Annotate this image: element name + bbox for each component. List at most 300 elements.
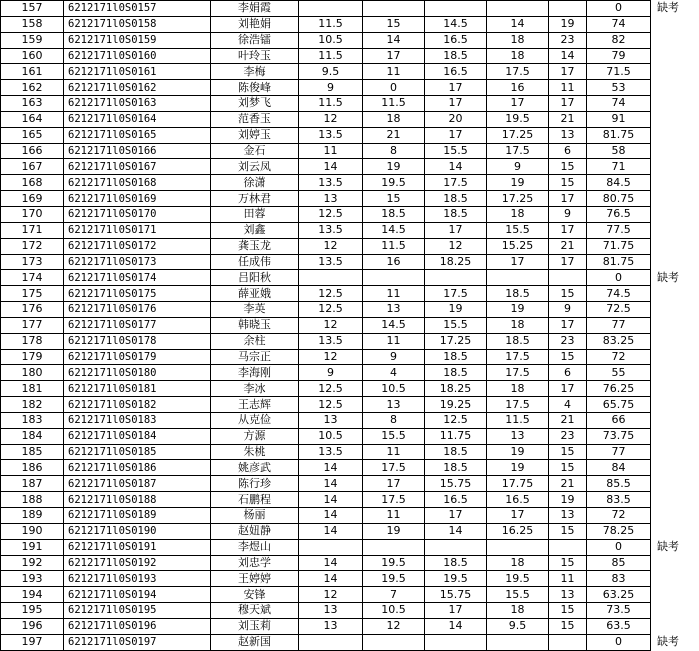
score4-cell: 19 bbox=[487, 460, 549, 476]
score5-cell: 15 bbox=[549, 603, 587, 619]
score1-cell: 12 bbox=[299, 238, 363, 254]
table-row bbox=[1, 270, 699, 286]
student-id-cell: 6212171l0S0161 bbox=[64, 64, 211, 80]
score1-cell: 11 bbox=[299, 143, 363, 159]
total-cell: 76.25 bbox=[587, 381, 651, 397]
score2-cell: 19 bbox=[363, 523, 425, 539]
score1-cell: 14 bbox=[299, 460, 363, 476]
table-row bbox=[1, 222, 699, 238]
score3-cell: 18.25 bbox=[425, 381, 487, 397]
table-row bbox=[1, 143, 699, 159]
note-cell bbox=[651, 476, 699, 492]
total-cell: 77 bbox=[587, 317, 651, 333]
table-row bbox=[1, 111, 699, 127]
total-cell: 85.5 bbox=[587, 476, 651, 492]
score2-cell: 12 bbox=[363, 618, 425, 634]
score5-cell: 19 bbox=[549, 16, 587, 32]
score3-cell: 16.5 bbox=[425, 492, 487, 508]
score1-cell: 13.5 bbox=[299, 333, 363, 349]
seq-cell: 180 bbox=[1, 365, 64, 381]
table-row bbox=[1, 460, 699, 476]
table-row bbox=[1, 571, 699, 587]
score1-cell: 11.5 bbox=[299, 16, 363, 32]
score1-cell: 13 bbox=[299, 603, 363, 619]
total-cell: 91 bbox=[587, 111, 651, 127]
total-cell: 63.5 bbox=[587, 618, 651, 634]
score2-cell: 11 bbox=[363, 508, 425, 524]
student-name-cell: 金石 bbox=[211, 143, 299, 159]
score5-cell: 14 bbox=[549, 48, 587, 64]
total-cell: 84 bbox=[587, 460, 651, 476]
table-row bbox=[1, 238, 699, 254]
score5-cell bbox=[549, 539, 587, 555]
student-id-cell: 6212171l0S0160 bbox=[64, 48, 211, 64]
total-cell: 0 bbox=[587, 1, 651, 17]
score2-cell: 14.5 bbox=[363, 317, 425, 333]
total-cell: 71.5 bbox=[587, 64, 651, 80]
note-cell bbox=[651, 492, 699, 508]
score1-cell: 9.5 bbox=[299, 64, 363, 80]
score2-cell: 14.5 bbox=[363, 222, 425, 238]
score4-cell: 16.5 bbox=[487, 492, 549, 508]
student-id-cell: 6212171l0S0166 bbox=[64, 143, 211, 159]
total-cell: 83.25 bbox=[587, 333, 651, 349]
score2-cell: 19 bbox=[363, 159, 425, 175]
student-name-cell: 刘鑫 bbox=[211, 222, 299, 238]
note-cell bbox=[651, 460, 699, 476]
score1-cell: 14 bbox=[299, 159, 363, 175]
seq-cell: 179 bbox=[1, 349, 64, 365]
student-id-cell: 6212171l0S0162 bbox=[64, 80, 211, 96]
seq-cell: 168 bbox=[1, 175, 64, 191]
score5-cell: 4 bbox=[549, 397, 587, 413]
student-name-cell: 刘婷玉 bbox=[211, 127, 299, 143]
score4-cell: 17 bbox=[487, 254, 549, 270]
seq-cell: 162 bbox=[1, 80, 64, 96]
total-cell: 71 bbox=[587, 159, 651, 175]
score5-cell: 15 bbox=[549, 159, 587, 175]
score2-cell: 8 bbox=[363, 143, 425, 159]
score3-cell: 17 bbox=[425, 80, 487, 96]
score1-cell: 13 bbox=[299, 618, 363, 634]
score2-cell: 11 bbox=[363, 333, 425, 349]
note-cell bbox=[651, 32, 699, 48]
total-cell: 0 bbox=[587, 539, 651, 555]
score2-cell: 15 bbox=[363, 16, 425, 32]
student-id-cell: 6212171l0S0178 bbox=[64, 333, 211, 349]
note-cell bbox=[651, 286, 699, 302]
score3-cell: 14 bbox=[425, 159, 487, 175]
score2-cell: 9 bbox=[363, 349, 425, 365]
student-name-cell: 徐潇 bbox=[211, 175, 299, 191]
score5-cell: 17 bbox=[549, 381, 587, 397]
student-name-cell: 李梅 bbox=[211, 64, 299, 80]
score5-cell: 9 bbox=[549, 206, 587, 222]
score5-cell: 21 bbox=[549, 111, 587, 127]
score3-cell: 18.5 bbox=[425, 555, 487, 571]
note-cell bbox=[651, 618, 699, 634]
total-cell: 73.5 bbox=[587, 603, 651, 619]
total-cell: 77 bbox=[587, 444, 651, 460]
note-cell bbox=[651, 222, 699, 238]
score4-cell: 15.25 bbox=[487, 238, 549, 254]
score2-cell: 19.5 bbox=[363, 555, 425, 571]
total-cell: 77.5 bbox=[587, 222, 651, 238]
student-id-cell: 6212171l0S0195 bbox=[64, 603, 211, 619]
score1-cell: 12.5 bbox=[299, 381, 363, 397]
student-name-cell: 刘云凤 bbox=[211, 159, 299, 175]
score2-cell: 15.5 bbox=[363, 428, 425, 444]
score4-cell: 18 bbox=[487, 48, 549, 64]
score5-cell: 11 bbox=[549, 571, 587, 587]
score1-cell: 9 bbox=[299, 365, 363, 381]
seq-cell: 182 bbox=[1, 397, 64, 413]
score5-cell: 15 bbox=[549, 444, 587, 460]
note-cell bbox=[651, 587, 699, 603]
score2-cell: 18 bbox=[363, 111, 425, 127]
student-id-cell: 6212171l0S0181 bbox=[64, 381, 211, 397]
score5-cell: 13 bbox=[549, 127, 587, 143]
score1-cell: 13 bbox=[299, 412, 363, 428]
score4-cell: 17.5 bbox=[487, 349, 549, 365]
table-row bbox=[1, 618, 699, 634]
score4-cell: 18 bbox=[487, 603, 549, 619]
score3-cell: 12.5 bbox=[425, 412, 487, 428]
note-cell bbox=[651, 412, 699, 428]
seq-cell: 184 bbox=[1, 428, 64, 444]
score3-cell: 15.5 bbox=[425, 317, 487, 333]
student-name-cell: 赵妞静 bbox=[211, 523, 299, 539]
score4-cell: 16 bbox=[487, 80, 549, 96]
seq-cell: 187 bbox=[1, 476, 64, 492]
note-cell bbox=[651, 428, 699, 444]
seq-cell: 161 bbox=[1, 64, 64, 80]
total-cell: 55 bbox=[587, 365, 651, 381]
note-cell: 缺考 bbox=[657, 540, 679, 554]
student-id-cell: 6212171l0S0186 bbox=[64, 460, 211, 476]
score4-cell: 19.5 bbox=[487, 111, 549, 127]
student-id-cell: 6212171l0S0170 bbox=[64, 206, 211, 222]
note-cell bbox=[651, 16, 699, 32]
table-row bbox=[1, 254, 699, 270]
seq-cell: 181 bbox=[1, 381, 64, 397]
note-cell bbox=[651, 96, 699, 112]
student-id-cell: 6212171l0S0169 bbox=[64, 191, 211, 207]
seq-cell: 183 bbox=[1, 412, 64, 428]
seq-cell: 159 bbox=[1, 32, 64, 48]
seq-cell: 163 bbox=[1, 96, 64, 112]
score4-cell: 17.25 bbox=[487, 127, 549, 143]
table-row bbox=[1, 1, 699, 17]
score5-cell: 23 bbox=[549, 428, 587, 444]
seq-cell: 170 bbox=[1, 206, 64, 222]
score2-cell: 11 bbox=[363, 286, 425, 302]
seq-cell: 196 bbox=[1, 618, 64, 634]
table-row bbox=[1, 302, 699, 318]
total-cell: 81.75 bbox=[587, 127, 651, 143]
student-id-cell: 6212171l0S0197 bbox=[64, 634, 211, 650]
student-name-cell: 李煜山 bbox=[211, 539, 299, 555]
student-name-cell: 刘忠学 bbox=[211, 555, 299, 571]
score2-cell: 16 bbox=[363, 254, 425, 270]
seq-cell: 169 bbox=[1, 191, 64, 207]
score3-cell: 18.5 bbox=[425, 444, 487, 460]
score3-cell: 20 bbox=[425, 111, 487, 127]
score2-cell: 17 bbox=[363, 48, 425, 64]
note-cell bbox=[651, 317, 699, 333]
score4-cell bbox=[487, 539, 549, 555]
table-row bbox=[1, 523, 699, 539]
score5-cell: 9 bbox=[549, 302, 587, 318]
student-name-cell: 刘梦飞 bbox=[211, 96, 299, 112]
total-cell: 72 bbox=[587, 349, 651, 365]
table-row bbox=[1, 349, 699, 365]
score2-cell: 11.5 bbox=[363, 96, 425, 112]
seq-cell: 178 bbox=[1, 333, 64, 349]
note-cell bbox=[651, 523, 699, 539]
seq-cell: 191 bbox=[1, 539, 64, 555]
score2-cell: 11.5 bbox=[363, 238, 425, 254]
score3-cell: 14 bbox=[425, 523, 487, 539]
score1-cell: 12.5 bbox=[299, 206, 363, 222]
score1-cell bbox=[299, 1, 363, 17]
score1-cell: 12 bbox=[299, 587, 363, 603]
score3-cell: 17.5 bbox=[425, 286, 487, 302]
student-id-cell: 6212171l0S0157 bbox=[64, 1, 211, 17]
note-cell bbox=[651, 333, 699, 349]
score1-cell: 9 bbox=[299, 80, 363, 96]
student-id-cell: 6212171l0S0190 bbox=[64, 523, 211, 539]
table-row bbox=[1, 444, 699, 460]
student-name-cell: 万林君 bbox=[211, 191, 299, 207]
total-cell: 74 bbox=[587, 96, 651, 112]
student-name-cell: 姚彦武 bbox=[211, 460, 299, 476]
total-cell: 85 bbox=[587, 555, 651, 571]
score3-cell: 17 bbox=[425, 96, 487, 112]
score4-cell: 17.5 bbox=[487, 64, 549, 80]
seq-cell: 160 bbox=[1, 48, 64, 64]
score4-cell: 18.5 bbox=[487, 333, 549, 349]
score4-cell: 9 bbox=[487, 159, 549, 175]
note-cell bbox=[651, 111, 699, 127]
score3-cell: 18.25 bbox=[425, 254, 487, 270]
student-name-cell: 范香玉 bbox=[211, 111, 299, 127]
score1-cell bbox=[299, 634, 363, 650]
score5-cell: 15 bbox=[549, 555, 587, 571]
table-row bbox=[1, 206, 699, 222]
score4-cell: 15.5 bbox=[487, 587, 549, 603]
student-name-cell: 赵新国 bbox=[211, 634, 299, 650]
score1-cell: 13.5 bbox=[299, 175, 363, 191]
score1-cell: 12 bbox=[299, 111, 363, 127]
score5-cell: 17 bbox=[549, 191, 587, 207]
total-cell: 78.25 bbox=[587, 523, 651, 539]
score4-cell: 17.25 bbox=[487, 191, 549, 207]
score1-cell: 14 bbox=[299, 508, 363, 524]
table-row bbox=[1, 333, 699, 349]
total-cell: 81.75 bbox=[587, 254, 651, 270]
score4-cell: 17 bbox=[487, 96, 549, 112]
score1-cell: 12 bbox=[299, 317, 363, 333]
table-row bbox=[1, 428, 699, 444]
score4-cell: 14 bbox=[487, 16, 549, 32]
student-id-cell: 6212171l0S0191 bbox=[64, 539, 211, 555]
seq-cell: 186 bbox=[1, 460, 64, 476]
score3-cell: 17 bbox=[425, 603, 487, 619]
student-id-cell: 6212171l0S0187 bbox=[64, 476, 211, 492]
seq-cell: 189 bbox=[1, 508, 64, 524]
seq-cell: 188 bbox=[1, 492, 64, 508]
score5-cell: 15 bbox=[549, 286, 587, 302]
seq-cell: 185 bbox=[1, 444, 64, 460]
total-cell: 82 bbox=[587, 32, 651, 48]
student-name-cell: 王婷婷 bbox=[211, 571, 299, 587]
score4-cell: 18 bbox=[487, 32, 549, 48]
score5-cell: 17 bbox=[549, 317, 587, 333]
score5-cell: 17 bbox=[549, 64, 587, 80]
score5-cell: 17 bbox=[549, 254, 587, 270]
seq-cell: 173 bbox=[1, 254, 64, 270]
student-name-cell: 田蓉 bbox=[211, 206, 299, 222]
score1-cell: 12.5 bbox=[299, 286, 363, 302]
note-cell bbox=[651, 365, 699, 381]
student-id-cell: 6212171l0S0164 bbox=[64, 111, 211, 127]
score3-cell bbox=[425, 1, 487, 17]
score1-cell: 11.5 bbox=[299, 48, 363, 64]
student-name-cell: 龚玉龙 bbox=[211, 238, 299, 254]
student-id-cell: 6212171l0S0168 bbox=[64, 175, 211, 191]
table-row bbox=[1, 191, 699, 207]
score3-cell: 15.75 bbox=[425, 587, 487, 603]
score3-cell: 17 bbox=[425, 127, 487, 143]
score2-cell: 17.5 bbox=[363, 492, 425, 508]
student-id-cell: 6212171l0S0159 bbox=[64, 32, 211, 48]
score2-cell: 11 bbox=[363, 444, 425, 460]
score2-cell: 7 bbox=[363, 587, 425, 603]
note-cell bbox=[651, 571, 699, 587]
score1-cell: 14 bbox=[299, 571, 363, 587]
student-id-cell: 6212171l0S0173 bbox=[64, 254, 211, 270]
score1-cell: 11.5 bbox=[299, 96, 363, 112]
student-name-cell: 王志辉 bbox=[211, 397, 299, 413]
table-row bbox=[1, 317, 699, 333]
score5-cell bbox=[549, 634, 587, 650]
note-cell bbox=[651, 444, 699, 460]
seq-cell: 164 bbox=[1, 111, 64, 127]
table-row bbox=[1, 508, 699, 524]
student-name-cell: 刘艳娟 bbox=[211, 16, 299, 32]
score5-cell: 11 bbox=[549, 80, 587, 96]
note-cell bbox=[651, 48, 699, 64]
table-row bbox=[1, 127, 699, 143]
score5-cell: 15 bbox=[549, 349, 587, 365]
score4-cell: 16.25 bbox=[487, 523, 549, 539]
score4-cell: 18 bbox=[487, 317, 549, 333]
seq-cell: 172 bbox=[1, 238, 64, 254]
score5-cell: 15 bbox=[549, 618, 587, 634]
table-row bbox=[1, 397, 699, 413]
student-name-cell: 陈行珍 bbox=[211, 476, 299, 492]
student-name-cell: 吕阳秋 bbox=[211, 270, 299, 286]
score3-cell: 17 bbox=[425, 222, 487, 238]
student-id-cell: 6212171l0S0167 bbox=[64, 159, 211, 175]
score3-cell: 18.5 bbox=[425, 206, 487, 222]
score3-cell: 17.5 bbox=[425, 175, 487, 191]
score1-cell: 14 bbox=[299, 476, 363, 492]
score2-cell: 11 bbox=[363, 64, 425, 80]
student-name-cell: 李娟霞 bbox=[211, 1, 299, 17]
score3-cell bbox=[425, 539, 487, 555]
score5-cell: 17 bbox=[549, 222, 587, 238]
score4-cell: 19.5 bbox=[487, 571, 549, 587]
seq-cell: 167 bbox=[1, 159, 64, 175]
score1-cell: 13.5 bbox=[299, 222, 363, 238]
total-cell: 66 bbox=[587, 412, 651, 428]
student-id-cell: 6212171l0S0196 bbox=[64, 618, 211, 634]
table-row bbox=[1, 587, 699, 603]
seq-cell: 174 bbox=[1, 270, 64, 286]
score3-cell: 19.5 bbox=[425, 571, 487, 587]
score4-cell bbox=[487, 634, 549, 650]
score1-cell: 14 bbox=[299, 523, 363, 539]
student-id-cell: 6212171l0S0182 bbox=[64, 397, 211, 413]
note-cell bbox=[651, 127, 699, 143]
student-name-cell: 李英 bbox=[211, 302, 299, 318]
table-row bbox=[1, 48, 699, 64]
score3-cell bbox=[425, 634, 487, 650]
total-cell: 80.75 bbox=[587, 191, 651, 207]
score3-cell: 14.5 bbox=[425, 16, 487, 32]
score4-cell: 17 bbox=[487, 508, 549, 524]
score3-cell: 19.25 bbox=[425, 397, 487, 413]
table-row bbox=[1, 476, 699, 492]
total-cell: 72 bbox=[587, 508, 651, 524]
score2-cell: 13 bbox=[363, 302, 425, 318]
score3-cell: 16.5 bbox=[425, 64, 487, 80]
score4-cell: 17.75 bbox=[487, 476, 549, 492]
score5-cell bbox=[549, 270, 587, 286]
student-name-cell: 朱桃 bbox=[211, 444, 299, 460]
score3-cell: 19 bbox=[425, 302, 487, 318]
table-row bbox=[1, 64, 699, 80]
seq-cell: 195 bbox=[1, 603, 64, 619]
score5-cell: 6 bbox=[549, 143, 587, 159]
score2-cell: 0 bbox=[363, 80, 425, 96]
total-cell: 71.75 bbox=[587, 238, 651, 254]
score4-cell bbox=[487, 270, 549, 286]
seq-cell: 157 bbox=[1, 1, 64, 17]
score2-cell: 19.5 bbox=[363, 571, 425, 587]
score4-cell: 18 bbox=[487, 206, 549, 222]
student-name-cell: 叶玲玉 bbox=[211, 48, 299, 64]
score4-cell: 17.5 bbox=[487, 397, 549, 413]
score3-cell: 14 bbox=[425, 618, 487, 634]
note-cell bbox=[651, 349, 699, 365]
score2-cell bbox=[363, 634, 425, 650]
total-cell: 83.5 bbox=[587, 492, 651, 508]
score5-cell: 23 bbox=[549, 333, 587, 349]
total-cell: 73.75 bbox=[587, 428, 651, 444]
total-cell: 84.5 bbox=[587, 175, 651, 191]
score1-cell: 14 bbox=[299, 492, 363, 508]
student-name-cell: 从克俭 bbox=[211, 412, 299, 428]
table-row bbox=[1, 159, 699, 175]
score1-cell: 13.5 bbox=[299, 254, 363, 270]
score1-cell: 12 bbox=[299, 349, 363, 365]
student-id-cell: 6212171l0S0189 bbox=[64, 508, 211, 524]
note-cell bbox=[651, 381, 699, 397]
seq-cell: 192 bbox=[1, 555, 64, 571]
